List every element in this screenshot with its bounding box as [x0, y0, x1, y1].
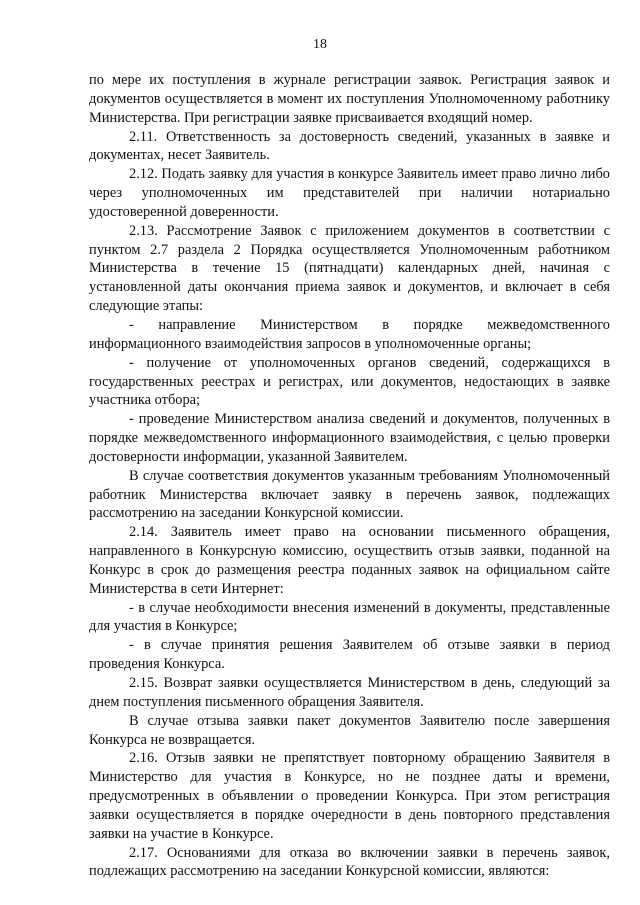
paragraph: В случае отзыва заявки пакет документов Заявителю после завершения Конкурса не возвращается. [89, 712, 610, 748]
paragraph: по мере их поступления в журнале регистрации заявок. Регистрация заявок и документов осуществляется в момент их поступления Уполномоченному работнику Министерства. При регистрации заявке присваивается входящий номер. [89, 72, 610, 126]
paragraph: В случае соответствия документов указанным требованиям Уполномоченный работник Министерства включает заявку в перечень заявок, подлежащих рассмотрению на заседании Конкурсной комиссии. [89, 467, 610, 522]
paragraph: 2.13. Рассмотрение Заявок с приложением документов в соответствии с пунктом 2.7 раздела 2 Порядка осуществляется Уполномоченным работником Министерства в течение 15 (пятнадцати) календарных дней, начиная с установленной даты окончания приема заявок и документов, и включает в себя следующие этапы: [89, 222, 610, 315]
paragraph: 2.17. Основаниями для отказа во включении заявки в перечень заявок, подлежащих рассмотрению на заседании Конкурсной комиссии, являются: [89, 844, 610, 880]
paragraph: - в случае необходимости внесения изменений в документы, представленные для участия в Конкурсе; [89, 599, 610, 635]
paragraph: 2.12. Подать заявку для участия в конкурсе Заявитель имеет право лично либо через уполномоченных им представителей при наличии нотариально удостоверенной доверенности. [89, 166, 610, 220]
paragraph: - проведение Министерством анализа сведений и документов, полученных в порядке межведомственного информационного взаимодействия, с целью проверки достоверности информации, указанной Заявителем. [89, 411, 610, 465]
paragraph: 2.15. Возврат заявки осуществляется Министерством в день, следующий за днем поступления письменного обращения Заявителя. [89, 675, 610, 710]
page-number: 18 [313, 37, 327, 52]
paragraph: 2.16. Отзыв заявки не препятствует повторному обращению Заявителя в Министерство для участия в Конкурсе, но не позднее даты и времени, предусмотренных в объявлении о проведении Конкурса. При этом регистрация заявки осуществляется в порядке очередности в день повторного представления заявки на участие в Конкурсе. [89, 750, 610, 842]
paragraph: - направление Министерством в порядке межведомственного информационного взаимодействия запросов в уполномоченные органы; [89, 316, 610, 352]
paragraph: 2.14. Заявитель имеет право на основании письменного обращения, направленного в Конкурсную комиссию, осуществить отзыв заявки, поданной на Конкурс в срок до размещения реестра поданных заявок на официальном сайте Министерства в сети Интернет: [89, 524, 610, 597]
paragraph: - в случае принятия решения Заявителем об отзыве заявки в период проведения Конкурса. [89, 637, 610, 673]
document-body [89, 71, 610, 881]
paragraph: 2.11. Ответственность за достоверность сведений, указанных в заявке и документах, несет Заявитель. [89, 128, 610, 164]
paragraph: - получение от уполномоченных органов сведений, содержащихся в государственных реестрах и регистрах, или документов, недостающих в заявке участника отбора; [89, 354, 610, 409]
